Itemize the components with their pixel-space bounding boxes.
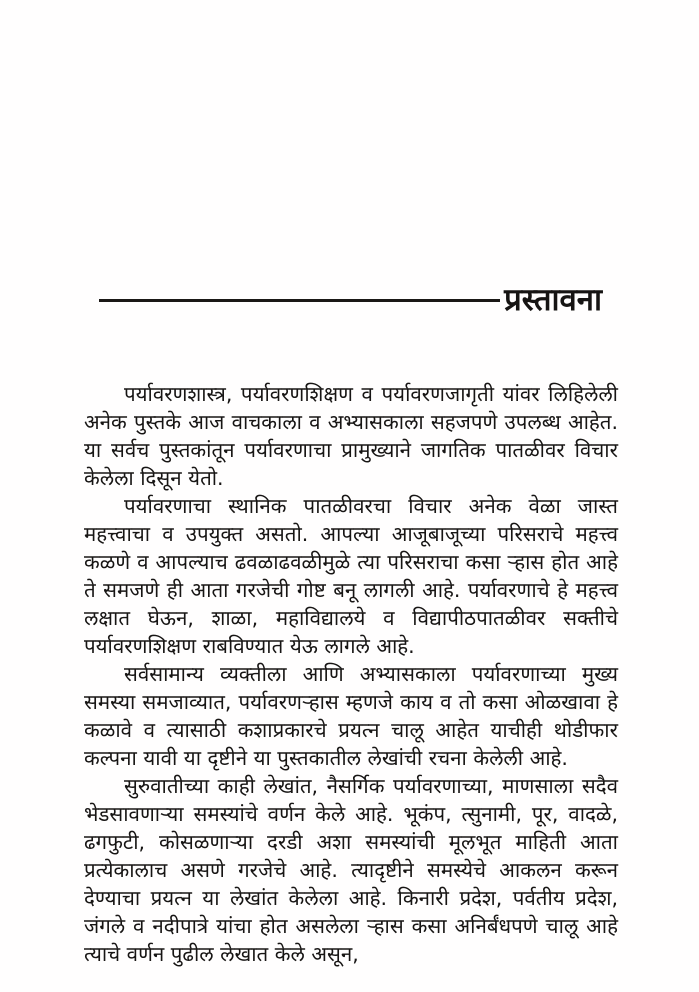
paragraph-3: सर्वसामान्य व्यक्तीला आणि अभ्यासकाला पर्यावरणाच्या मुख्य समस्या समजाव्यात, पर्यावरणऱ्हास म्हणजे काय व तो कसा ओळखावा हे कळावे व त्यासाठी कशाप्रकारचे प्रयत्न चालू आहेत याचीही थोडीफार कल्पना यावी या दृष्टीने या पुस्तकातील लेखांची रचना केलेली आहे. — [84, 662, 618, 770]
title-rule — [99, 299, 500, 302]
body-text — [84, 380, 618, 968]
chapter-title-row — [99, 283, 602, 317]
paragraph-4: सुरुवातीच्या काही लेखांत, नैसर्गिक पर्यावरणाच्या, माणसाला सदैव भेडसावणाऱ्या समस्यांचे वर्णन केले आहे. भूकंप, त्सुनामी, पूर, वादळे, ढगफुटी, कोसळणाऱ्या दरडी अशा समस्यांची मूलभूत माहिती आता प्रत्येकालाच असणे गरजेचे आहे. त्यादृष्टीने समस्येचे आकलन करून देण्याचा प्रयत्न या लेखांत केलेला आहे. किनारी प्रदेश, पर्वतीय प्रदेश, जंगले व नदीपात्रे यांचा होत असलेला ऱ्हास कसा अनिर्बंधपणे चालू आहे त्याचे वर्णन पुढील लेखात केले असून, — [84, 774, 618, 966]
chapter-title: प्रस्तावना — [504, 282, 602, 318]
paragraph-2: पर्यावरणाचा स्थानिक पातळीवरचा विचार अनेक वेळा जास्त महत्त्वाचा व उपयुक्त असतो. आपल्या आजूबाजूच्या परिसराचे महत्त्व कळणे व आपल्याच ढवळाढवळीमुळे त्या परिसराचा कसा ऱ्हास होत आहे ते समजणे ही आता गरजेची गोष्ट बनू लागली आहे. पर्यावरणाचे हे महत्त्व लक्षात घेऊन, शाळा, महाविद्यालये व विद्यापीठपातळीवर सक्तीचे पर्यावरणशिक्षण राबविण्यात येऊ लागले आहे. — [84, 494, 618, 658]
paragraph-1: पर्यावरणशास्त्र, पर्यावरणशिक्षण व पर्यावरणजागृती यांवर लिहिलेली अनेक पुस्तके आज वाचकाला व अभ्यासकाला सहजपणे उपलब्ध आहेत. या सर्वच पुस्तकांतून पर्यावरणाचा प्रामुख्याने जागतिक पातळीवर विचार केलेला दिसून येतो. — [84, 382, 618, 490]
